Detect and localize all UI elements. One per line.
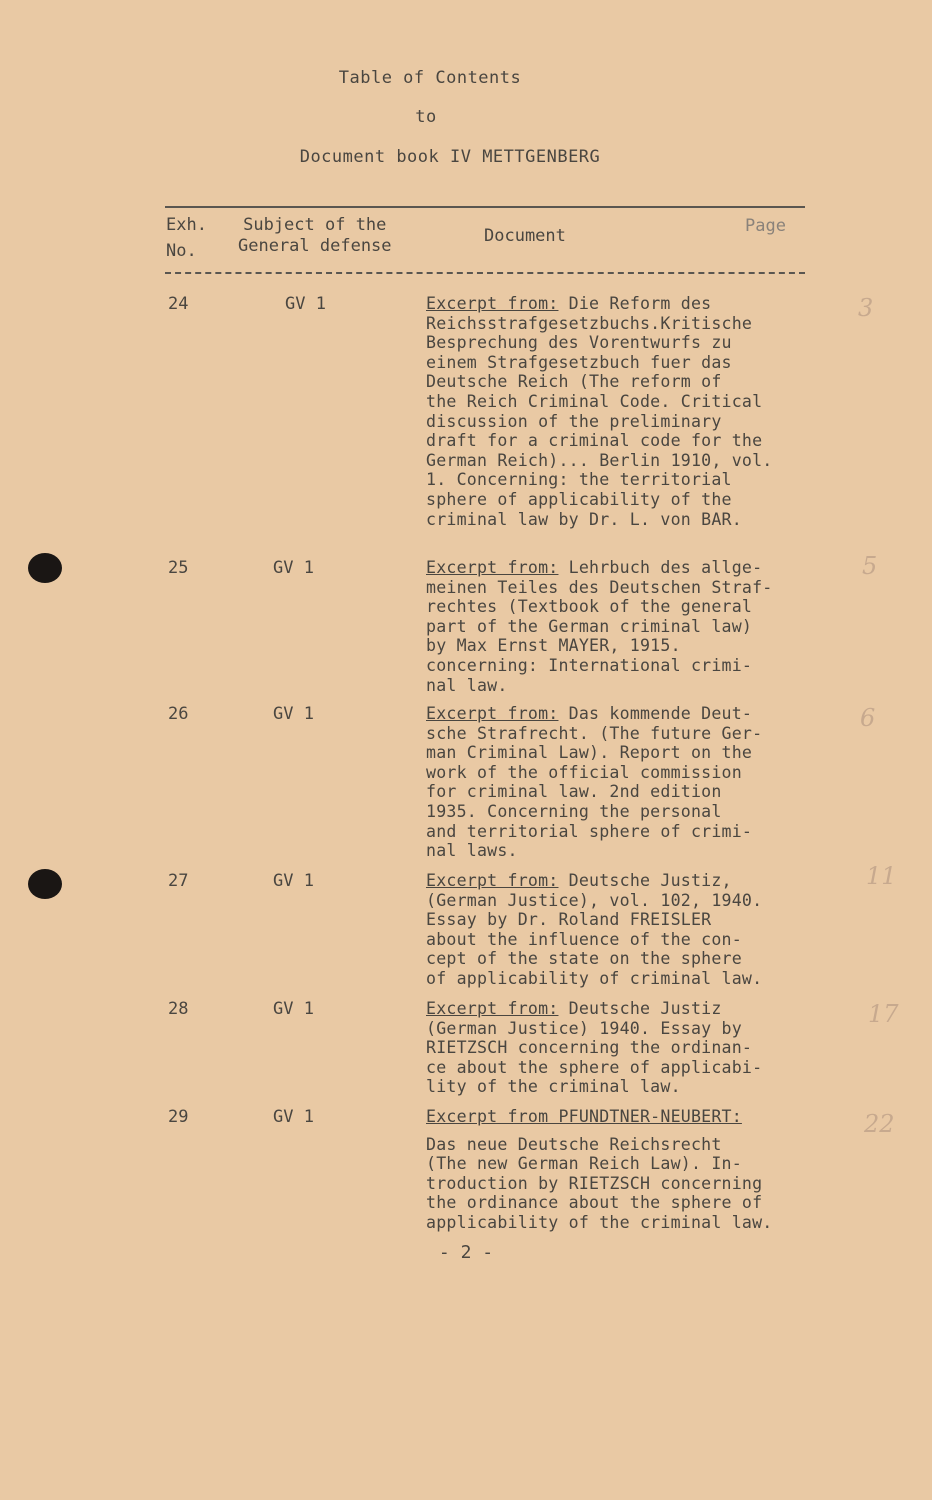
- document-description: Excerpt from: Das kommende Deut- sche Strafrecht. (The future Ger- man Criminal Law). Report on the work of the official commission for criminal law. 2nd edition 1935. Concerning the personal and territorial sphere of crimi- nal laws.: [426, 704, 763, 861]
- header-bottom-rule: [165, 272, 805, 274]
- page-number: 5: [862, 552, 878, 580]
- document-description: Excerpt from: Die Reform des Reichsstrafgesetzbuchs.Kritische Besprechung des Vorentwurfs zu einem Strafgesetzbuch fuer das Deutsche Reich (The reform of the Reich Criminal Code. Critical discussion of the preliminary draft for a criminal code for the German Reich)... Berlin 1910, vol. 1. Concerning: the territorial sphere of applicability of the criminal law by Dr. L. von BAR.: [426, 294, 773, 529]
- document-description: Excerpt from PFUNDTNER-NEUBERT: Das neue Deutsche Reichsrecht (The new German Reich Law). In- troduction by RIETZSCH concerning the ordinance about the sphere of applicability of the criminal law.: [426, 1107, 773, 1232]
- document-description: Excerpt from: Deutsche Justiz, (German Justice), vol. 102, 1940. Essay by Dr. Roland FREISLER about the influence of the con- cept of the state on the sphere of applicability of criminal law.: [426, 871, 763, 988]
- exhibit-number: 26: [168, 704, 189, 724]
- page-number: 11: [866, 862, 897, 890]
- document-book-subtitle: Document book IV METTGENBERG: [299, 147, 601, 167]
- column-header-page: Page: [745, 216, 786, 236]
- subject-code: GV 1: [273, 999, 314, 1019]
- subject-code: GV 1: [285, 294, 326, 314]
- document-description: Excerpt from: Deutsche Justiz (German Justice) 1940. Essay by RIETZSCH concerning the ordinan- ce about the sphere of applicabi- lity of the criminal law.: [426, 999, 763, 1097]
- page-number: 17: [868, 1000, 899, 1028]
- title-to: to: [415, 107, 437, 127]
- exhibit-number: 27: [168, 871, 189, 891]
- exhibit-number: 24: [168, 294, 189, 314]
- subject-code: GV 1: [273, 1107, 314, 1127]
- subject-code: GV 1: [273, 704, 314, 724]
- exhibit-number: 29: [168, 1107, 189, 1127]
- binder-punch-hole: [28, 869, 62, 899]
- exhibit-number: 28: [168, 999, 189, 1019]
- subject-code: GV 1: [273, 871, 314, 891]
- subject-code: GV 1: [273, 558, 314, 578]
- page-footer-number: - 2 -: [438, 1242, 494, 1263]
- column-header-exhibit-no: Exh. No.: [166, 215, 207, 261]
- column-header-subject: Subject of the General defense: [238, 215, 392, 256]
- page-number: 3: [858, 294, 874, 322]
- binder-punch-hole: [28, 553, 62, 583]
- page-number: 22: [864, 1110, 895, 1138]
- column-header-document: Document: [484, 226, 566, 246]
- page-number: 6: [860, 704, 876, 732]
- exhibit-number: 25: [168, 558, 189, 578]
- header-top-rule: [165, 206, 805, 208]
- page-title: Table of Contents: [338, 68, 522, 88]
- document-description: Excerpt from: Lehrbuch des allge- meinen Teiles des Deutschen Straf- rechtes (Textbook of the general part of the German criminal law) by Max Ernst MAYER, 1915. concerning: International crimi- nal law.: [426, 558, 773, 695]
